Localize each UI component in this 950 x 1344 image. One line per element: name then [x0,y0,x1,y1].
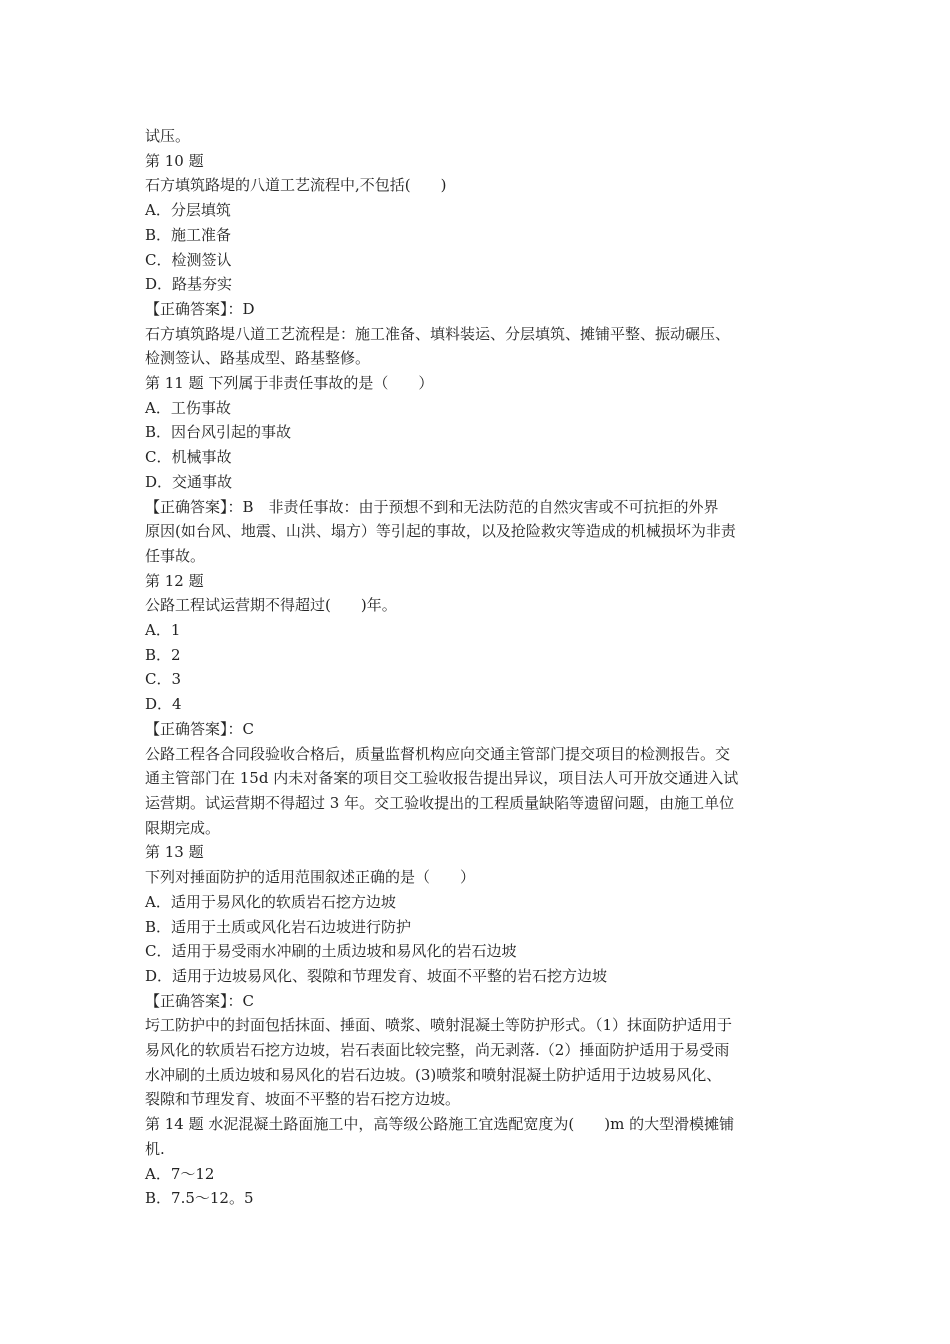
question-12-stem: 公路工程试运营期不得超过( )年。 [145,596,397,615]
question-14-stem-2: 机. [145,1139,165,1158]
question-11-option-a: A．工伤事故 [145,398,231,417]
question-13-explanation-4: 裂隙和节理发育、坡面不平整的岩石挖方边坡。 [145,1090,461,1109]
question-13-answer: 【正确答案】：C [145,991,254,1010]
question-13-option-c: C．适用于易受雨水冲刷的土质边坡和易风化的岩石边坡 [145,942,517,961]
question-12-explanation-1: 公路工程各合同段验收合格后，质量监督机构应向交通主管部门提交项目的检测报告。交 [145,744,731,763]
question-13-explanation-1: 圬工防护中的封面包括抹面、捶面、喷浆、喷射混凝土等防护形式。（1）抹面防护适用于 [145,1016,733,1035]
question-12-option-d: D．4 [145,695,182,714]
question-11-explanation-1: 原因(如台风、地震、山洪、塌方）等引起的事故，以及抢险救灾等造成的机械损坏为非责 [145,522,736,541]
question-11-explanation-2: 任事故。 [145,546,206,565]
document-page [145,124,810,1211]
question-13-number: 第 13 题 [145,843,204,862]
question-10-explanation-1: 石方填筑路堤八道工艺流程是：施工准备、填料装运、分层填筑、摊铺平整、振动碾压、 [145,324,731,343]
question-10-explanation-2: 检测签认、路基成型、路基整修。 [145,349,371,368]
question-14-option-a: A．7～12 [145,1164,215,1183]
question-10-option-c: C．检测签认 [145,250,232,269]
question-14-stem-1: 第 14 题 水泥混凝土路面施工中，高等级公路施工宜选配宽度为( )m 的大型滑模摊铺 [145,1115,735,1134]
question-12-explanation-2: 通主管部门在 15d 内未对备案的项目交工验收报告提出异议，项目法人可开放交通进入试 [145,769,739,788]
question-13-stem: 下列对捶面防护的适用范围叙述正确的是（ ） [145,868,476,887]
question-12-option-a: A．1 [145,621,181,640]
question-10-answer: 【正确答案】：D [145,299,255,318]
question-12-option-b: B．2 [145,645,181,664]
question-13-option-d: D．适用于边坡易风化、裂隙和节理发育、坡面不平整的岩石挖方边坡 [145,966,608,985]
question-13-option-b: B．适用于土质或风化岩石边坡进行防护 [145,917,412,936]
question-11-option-b: B．因台风引起的事故 [145,423,292,442]
question-14-option-b: B．7.5～12。5 [145,1189,254,1208]
question-11-option-d: D．交通事故 [145,472,233,491]
question-11-option-c: C．机械事故 [145,448,232,467]
question-10-stem: 石方填筑路堤的八道工艺流程中,不包括( ) [145,176,447,195]
text-line-1: 试压。 [145,127,191,145]
question-10-option-a: A．分层填筑 [145,201,231,220]
question-10-option-d: D．路基夯实 [145,275,233,294]
question-12-option-c: C．3 [145,670,182,689]
question-13-explanation-2: 易风化的软质岩石挖方边坡，岩石表面比较完整，尚无剥落.（2）捶面防护适用于易受雨 [145,1041,730,1060]
question-10-number: 第 10 题 [145,151,204,170]
question-12-answer: 【正确答案】：C [145,719,254,738]
question-13-explanation-3: 水冲刷的土质边坡和易风化的岩石边坡。(3)喷浆和喷射混凝土防护适用于边坡易风化、 [145,1065,722,1084]
question-10-option-b: B．施工准备 [145,225,232,244]
question-11-answer: 【正确答案】：B 非责任事故：由于预想不到和无法防范的自然灾害或不可抗拒的外界 [145,497,719,516]
question-13-option-a: A．适用于易风化的软质岩石挖方边坡 [145,892,396,911]
question-12-number: 第 12 题 [145,571,204,590]
question-12-explanation-4: 限期完成。 [145,818,221,837]
question-12-explanation-3: 运营期。试运营期不得超过 3 年。交工验收提出的工程质量缺陷等遗留问题，由施工单位 [145,793,735,812]
question-11-stem: 第 11 题 下列属于非责任事故的是（ ） [145,374,434,393]
